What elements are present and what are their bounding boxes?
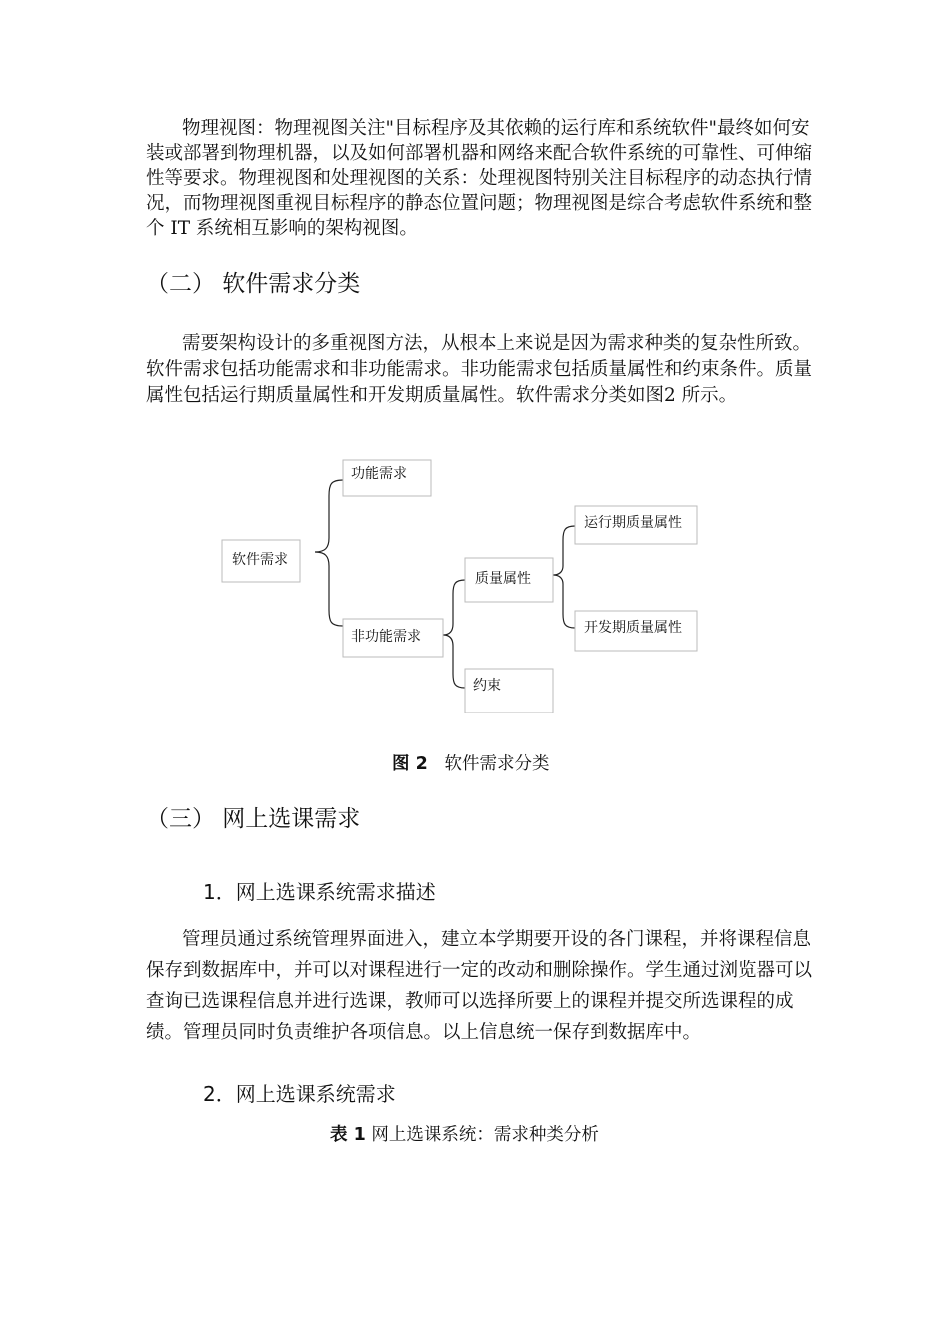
node-quality: 质量属性 [475, 571, 531, 587]
node-functional: 功能需求 [351, 466, 407, 482]
paragraph-physical-view: 物理视图：物理视图关注"目标程序及其依赖的运行库和系统软件"最终如何安装或部署到物理机器，以及如何部署机器和网络来配合软件系统的可靠性、可伸缩性等要求。物理视图和处理视图的关系：处理视图特别关注目标程序的动态执行情况，而物理视图重视目标程序的静态位置问题；物理视图是综合考虑软件系统和整个 IT 系统相互影响的架构视图。 [146, 118, 813, 239]
table-caption-text: 网上选课系统：需求种类分析 [371, 1125, 599, 1145]
node-root: 软件需求 [232, 552, 288, 568]
figure-caption-text: 软件需求分类 [444, 754, 550, 774]
subheading-1: 1．网上选课系统需求描述 [203, 880, 436, 904]
paragraph-course-system: 管理员通过系统管理界面进入，建立本学期要开设的各门课程，并将课程信息保存到数据库中，并可以对课程进行一定的改动和删除操作。学生通过浏览器可以查询已选课程信息并进行选课，教师可以选择所要上的课程并提交所选课程的成绩。管理员同时负责维护各项信息。以上信息统一保存到数据库中。 [146, 929, 813, 1043]
paragraph-requirements-classification: 需要架构设计的多重视图方法，从根本上来说是因为需求种类的复杂性所致。软件需求包括功能需求和非功能需求。非功能需求包括质量属性和约束条件。质量属性包括运行期质量属性和开发期质量属性。软件需求分类如图2 所示。 [146, 333, 813, 406]
node-runtime: 运行期质量属性 [584, 515, 682, 531]
section-heading-3: （三） 网上选课需求 [146, 806, 361, 832]
node-constraint: 约束 [473, 678, 501, 694]
brace-quality [553, 526, 575, 628]
brace-root [315, 480, 343, 626]
requirements-tree-diagram [215, 448, 705, 713]
figure-caption [392, 750, 549, 775]
section-heading-2: （二） 软件需求分类 [146, 271, 361, 297]
brace-nonfunctional [443, 580, 465, 688]
figure-label: 图 2 [392, 754, 428, 774]
table-caption [330, 1121, 599, 1146]
node-nonfunctional: 非功能需求 [351, 629, 421, 645]
table-label: 表 1 [330, 1125, 366, 1145]
subheading-2: 2．网上选课系统需求 [203, 1082, 396, 1106]
node-devtime: 开发期质量属性 [584, 620, 682, 636]
